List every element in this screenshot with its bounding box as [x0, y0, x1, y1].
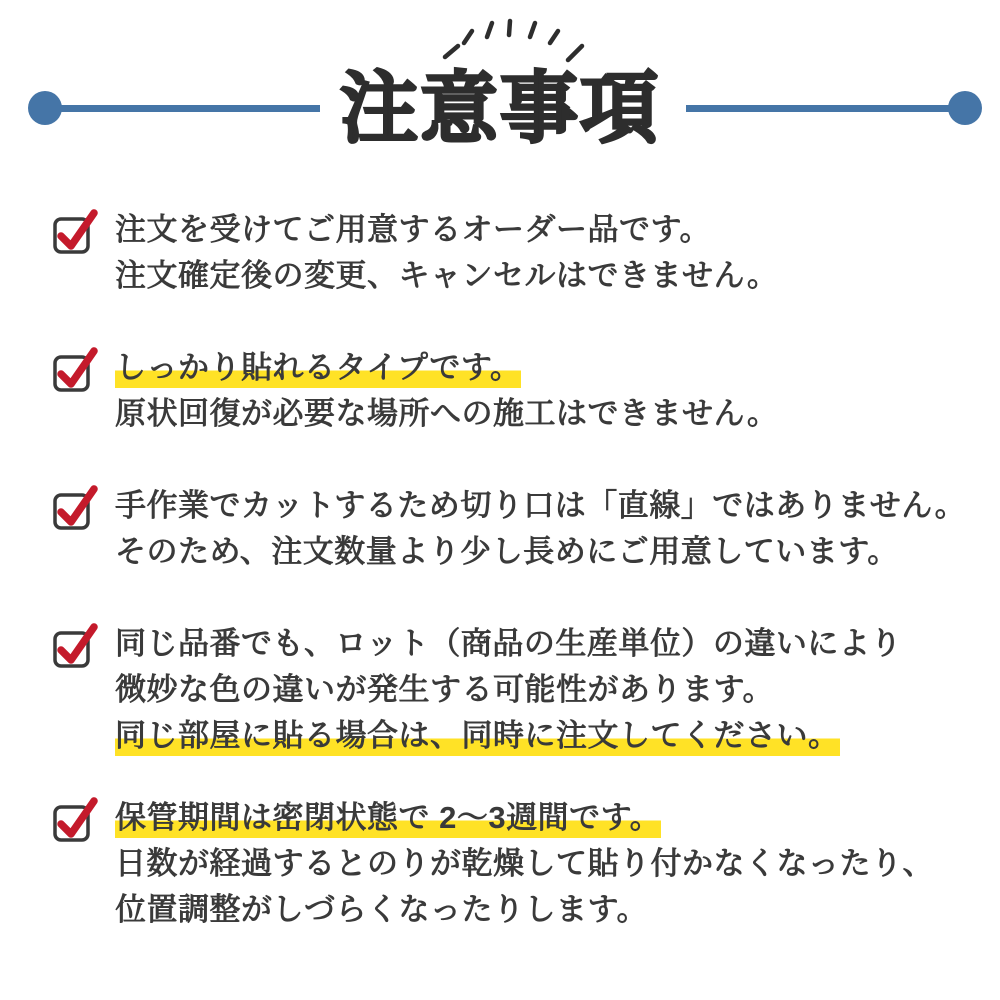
page-title: 注意事項 — [339, 64, 660, 152]
notice-line: 微妙な色の違いが発生する可能性があります。 — [115, 672, 775, 707]
notice-line: 日数が経過するとのりが乾燥して貼り付かなくなったり、 — [115, 846, 934, 881]
rule-dot-right — [948, 91, 982, 125]
checked-checkbox-icon — [50, 203, 98, 255]
notice-item-text — [115, 795, 934, 933]
notice-item-3 — [50, 483, 1000, 575]
notice-line-highlighted — [115, 345, 778, 391]
notice-item-2 — [50, 345, 1000, 437]
highlight-marker: 同じ部屋に貼る場合は、同時に注文してください。 — [115, 718, 840, 756]
notice-line-highlighted — [115, 713, 902, 759]
header-rule-right — [686, 91, 982, 125]
notice-list — [0, 175, 1000, 933]
notice-line: 位置調整がしづらくなったりします。 — [115, 892, 649, 927]
checked-checkbox-icon — [50, 341, 98, 393]
rule-bar-right — [686, 105, 953, 112]
checked-checkbox-icon — [50, 479, 98, 531]
notice-item-5 — [50, 795, 1000, 933]
notice-line: 原状回復が必要な場所への施工はできません。 — [115, 396, 779, 431]
notice-line: そのため、注文数量より少し長めにご用意しています。 — [115, 534, 899, 569]
notice-item-text — [115, 621, 902, 759]
notice-line: 注文確定後の変更、キャンセルはできません。 — [115, 258, 779, 293]
notice-line: 手作業でカットするため切り口は「直線」ではありません。 — [115, 488, 967, 523]
checked-checkbox-icon — [50, 791, 98, 843]
notice-line-highlighted — [115, 795, 934, 841]
notice-item-text — [115, 345, 778, 437]
notice-item-1 — [50, 207, 1000, 299]
notice-item-text — [115, 207, 778, 299]
highlight-marker: 保管期間は密閉状態で 2～3週間です。 — [115, 800, 661, 838]
highlight-marker: しっかり貼れるタイプです。 — [115, 350, 521, 388]
notice-line: 注文を受けてご用意するオーダー品です。 — [115, 212, 712, 247]
notice-item-4 — [50, 621, 1000, 759]
checked-checkbox-icon — [50, 617, 98, 669]
notice-header — [0, 0, 1000, 175]
notice-item-text — [115, 483, 966, 575]
notice-line: 同じ品番でも、ロット（商品の生産単位）の違いにより — [115, 626, 902, 661]
